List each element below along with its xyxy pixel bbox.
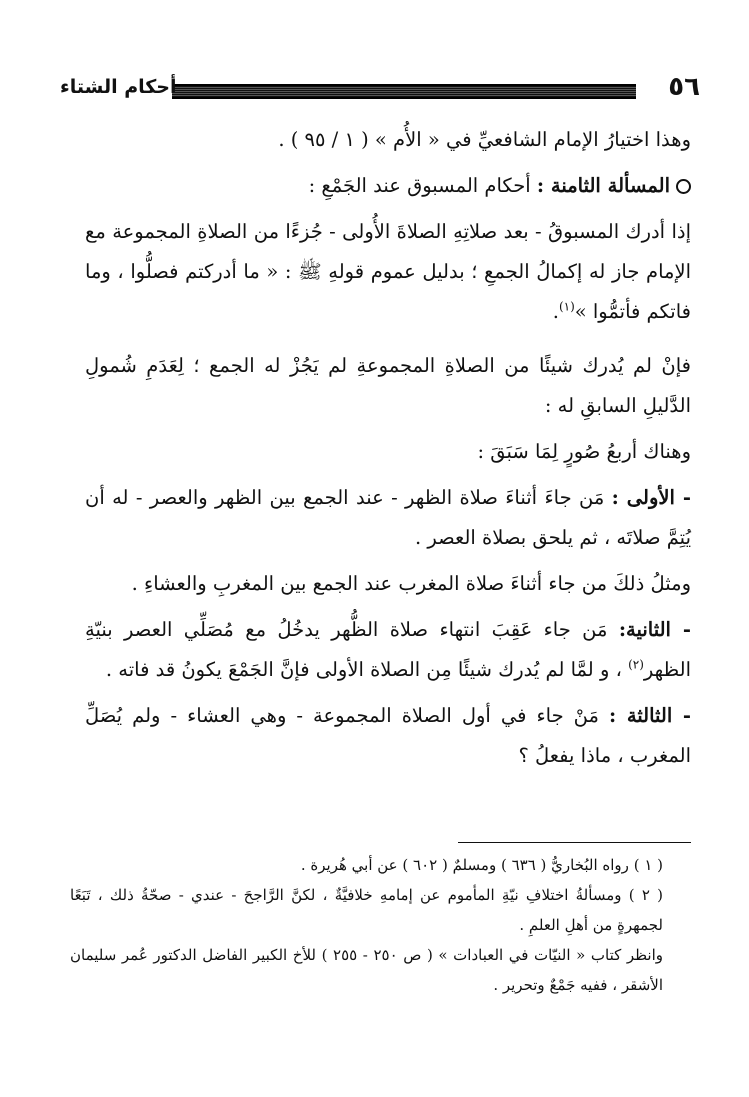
footnote-2: ( ٢ ) ومسألةُ اختلافِ نيّةِ المأموم عن إمامهِ خلافيَّةٌ ، لكنَّ الرَّاجحَ - عندي - صحّةُ ذلك ، تَبَعًا لجمهرةٍ من أهلِ العلمِ . — [70, 886, 663, 934]
paragraph-3-end: . — [552, 300, 559, 323]
paragraph-7: ومثلُ ذلكَ من جاء أثناءَ صلاة المغرب عند الجمع بين المغربِ والعشاءِ . — [131, 572, 691, 595]
footnotes — [70, 850, 691, 1000]
footnote-2-continued: وانظر كتاب « النيّات في العبادات » ( ص ٢٥٠ - ٢٥٥ ) للأخ الكبير الفاضل الدكتور عُمر سليمان الأشقر ، ففيه جَمْعٌ وتحرير . — [70, 946, 663, 994]
case-3-text: مَنْ جاء في أول الصلاة المجموعة - وهي العشاء - ولم يُصَلِّ المغرب ، ماذا يفعلُ ؟ — [85, 704, 691, 767]
footnote-ref-1: (١) — [558, 299, 575, 314]
running-title: أحكام الشتاء — [60, 76, 177, 98]
paragraph-5: وهناك أربعُ صُورٍ لِمَا سَبَقَ : — [477, 440, 691, 463]
paragraph-1: وهذا اختيارُ الإمام الشافعيِّ في « الأُم » ( ١ / ٩٥ ) . — [278, 128, 691, 151]
footnote-ref-2: (٢) — [628, 657, 644, 672]
main-text — [85, 120, 691, 776]
paragraph-6 — [85, 478, 691, 558]
case-3-heading: - الثالثة : — [609, 704, 691, 727]
paragraph-9 — [85, 696, 691, 776]
header-rule — [172, 84, 636, 99]
footnote-separator — [458, 842, 691, 843]
footnote-1: ( ١ ) رواه البُخاريُّ ( ٦٣٦ ) ومسلمٌ ( ٦٠٢ ) عن أبي هُريرة . — [300, 856, 663, 874]
paragraph-8 — [85, 610, 691, 690]
case-1-text: مَن جاءَ أثناءَ صلاة الظهر - عند الجمع بين الظهر والعصر - له أن يُتِمَّ صلاتَه ، ثم يلحق بصلاة العصر . — [85, 486, 691, 549]
case-2-text-b: ، و لمَّا لم يُدرك شيئًا مِن الصلاة الأولى فإنَّ الجَمْعَ يكونُ قد فاته . — [105, 658, 622, 681]
paragraph-3 — [85, 212, 691, 332]
page-header — [60, 70, 700, 110]
page-number: ٥٦ — [668, 72, 700, 102]
case-2-heading: - الثانية: — [618, 618, 691, 641]
circle-bullet-icon — [676, 179, 691, 194]
paragraph-3-text: إذا أدرك المسبوقُ - بعد صلاتِهِ الصلاةَ الأُولى - جُزءًا من الصلاةِ المجموعة مع الإمام جاز له إكمالُ الجمعِ ؛ بدليل عموم قولهِ ﷺ : « ما أدركتم فصلُّوا ، وما فاتكم فأتمُّوا » — [85, 220, 691, 323]
paragraph-2 — [85, 166, 691, 206]
paragraph-4: فإنْ لم يُدرك شيئًا من الصلاةِ المجموعةِ لم يَجُزْ له الجمع ؛ لِعَدَمِ شُمولِ الدَّليلِ السابقِ له : — [85, 354, 691, 417]
case-1-heading: - الأولى : — [611, 486, 691, 509]
issue-heading: المسألة الثامنة : — [536, 174, 670, 197]
issue-title: أحكام المسبوق عند الجَمْعِ : — [308, 174, 531, 197]
case-2-text-a: مَن جاء عَقِبَ انتهاء صلاة الظُّهر يدخُلُ مع مُصَلِّي العصر بنيّةِ الظهر — [85, 618, 691, 681]
